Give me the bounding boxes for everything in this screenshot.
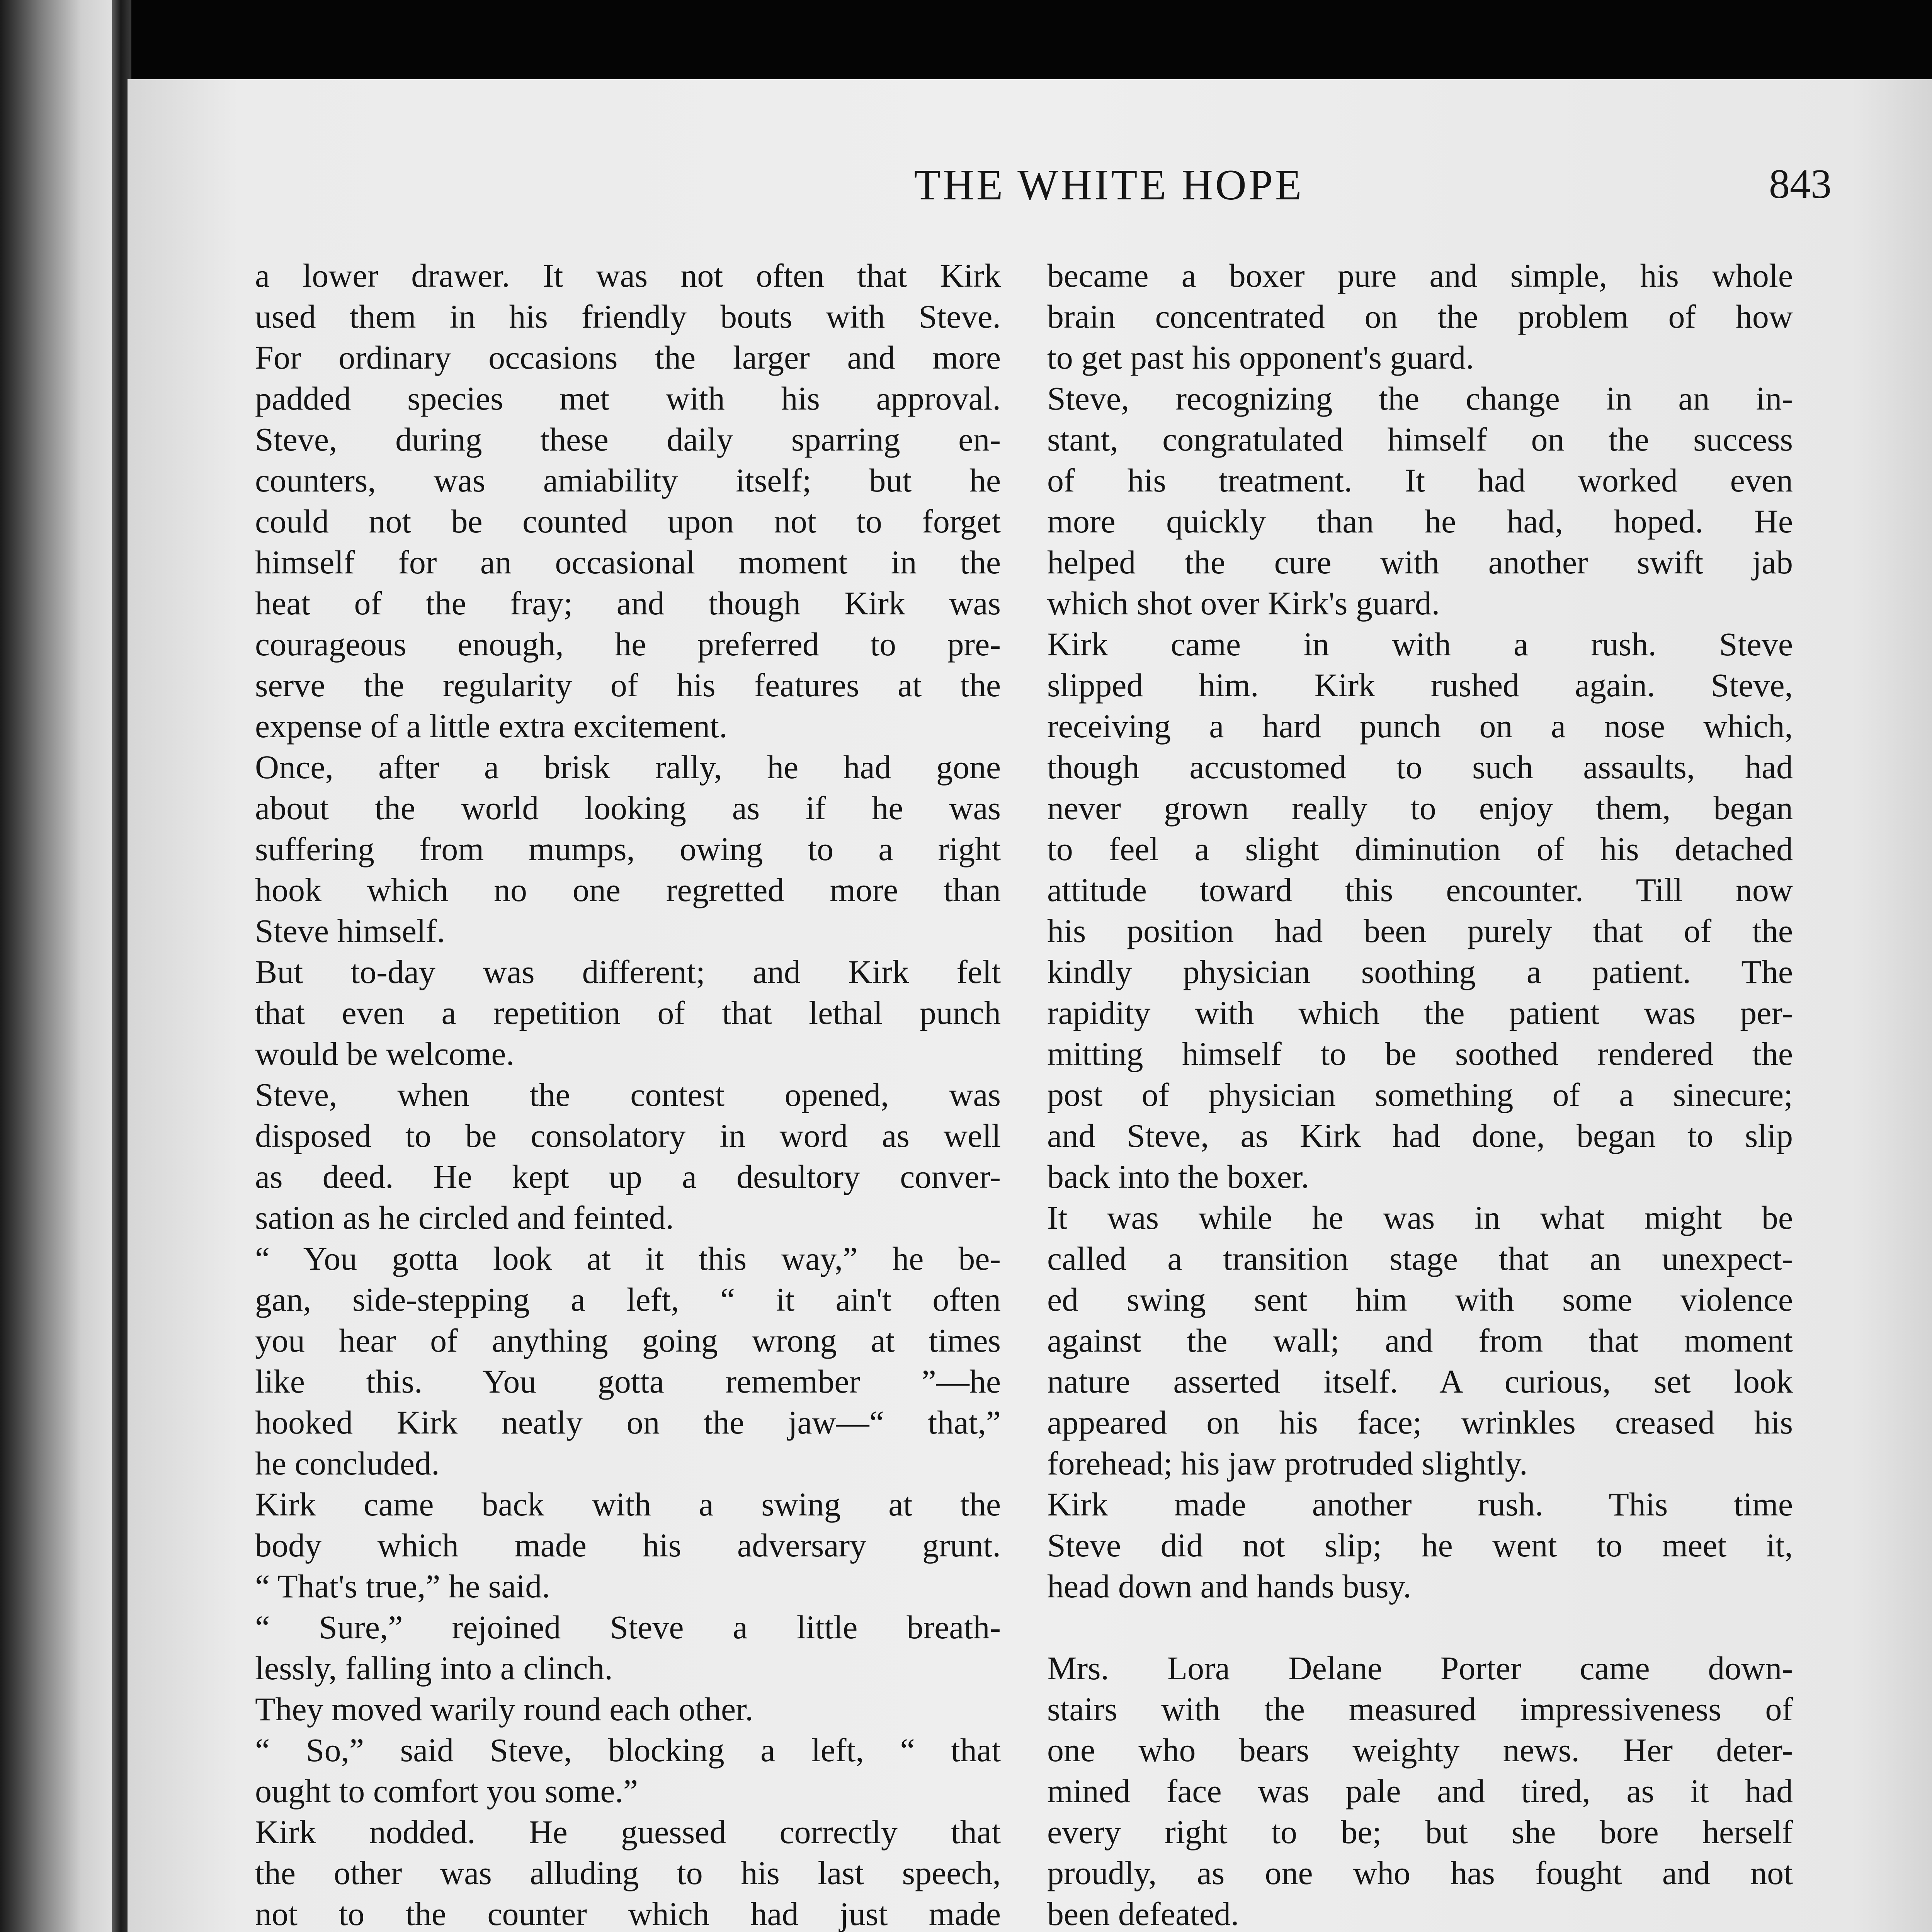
- text-line: back into the boxer.: [1047, 1158, 1310, 1195]
- text-line: rapidity with which the patient was per-: [1047, 994, 1793, 1031]
- text-line: hook which no one regretted more than: [255, 871, 1001, 908]
- text-line: about the world looking as if he was: [255, 789, 1001, 827]
- text-line: though accustomed to such assaults, had: [1047, 748, 1793, 786]
- text-line: mitting himself to be soothed rendered the: [1047, 1035, 1793, 1072]
- text-line: and Steve, as Kirk had done, began to slip: [1047, 1117, 1793, 1154]
- text-line: not to the counter which had just made: [255, 1895, 1001, 1932]
- text-line: every right to be; but she bore herself: [1047, 1813, 1793, 1850]
- text-line: receiving a hard punch on a nose which,: [1047, 707, 1793, 745]
- text-line: “ Sure,” rejoined Steve a little breath-: [255, 1609, 1001, 1646]
- text-column-left: [255, 255, 1001, 1932]
- text-line: [1047, 1607, 1793, 1648]
- text-column-right: [1047, 255, 1793, 1932]
- text-line: against the wall; and from that moment: [1047, 1322, 1793, 1359]
- page-number: 843: [1769, 161, 1832, 207]
- text-line: to get past his opponent's guard.: [1047, 339, 1474, 376]
- text-line: Steve did not slip; he went to meet it,: [1047, 1527, 1793, 1564]
- text-line: heat of the fray; and though Kirk was: [255, 585, 1001, 622]
- text-line: But to-day was different; and Kirk felt: [255, 953, 1001, 990]
- text-line: “ That's true,” he said.: [255, 1568, 550, 1605]
- text-line: as deed. He kept up a desultory conver-: [255, 1158, 1001, 1195]
- text-line: a lower drawer. It was not often that Kirk: [255, 257, 1001, 294]
- text-line: disposed to be consolatory in word as well: [255, 1117, 1001, 1154]
- text-line: stairs with the measured impressiveness of: [1047, 1690, 1793, 1728]
- text-line: mined face was pale and tired, as it had: [1047, 1772, 1793, 1810]
- text-line: ed swing sent him with some violence: [1047, 1281, 1793, 1318]
- text-line: attitude toward this encounter. Till now: [1047, 871, 1793, 908]
- text-line: forehead; his jaw protruded slightly.: [1047, 1445, 1528, 1482]
- text-line: Mrs. Lora Delane Porter came down-: [1047, 1650, 1793, 1687]
- text-line: Steve himself.: [255, 912, 446, 949]
- text-line: which shot over Kirk's guard.: [1047, 585, 1440, 622]
- text-line: proudly, as one who has fought and not: [1047, 1854, 1793, 1891]
- text-line: hooked Kirk neatly on the jaw—“ that,”: [255, 1404, 1001, 1441]
- text-line: like this. You gotta remember ”—he: [255, 1363, 1001, 1400]
- text-line: head down and hands busy.: [1047, 1568, 1412, 1605]
- text-line: lessly, falling into a clinch.: [255, 1650, 613, 1687]
- text-line: his position had been purely that of the: [1047, 912, 1793, 949]
- text-line: “ You gotta look at it this way,” he be-: [255, 1240, 1001, 1277]
- text-line: counters, was amiability itself; but he: [255, 462, 1001, 499]
- running-title: THE WHITE HOPE: [914, 161, 1304, 209]
- text-line: gan, side-stepping a left, “ it ain't often: [255, 1281, 1001, 1318]
- text-line: he concluded.: [255, 1445, 440, 1482]
- text-line: been defeated.: [1047, 1895, 1239, 1932]
- text-line: serve the regularity of his features at the: [255, 667, 1001, 704]
- text-line: Kirk came back with a swing at the: [255, 1486, 1001, 1523]
- text-line: helped the cure with another swift jab: [1047, 544, 1793, 581]
- book-page: [128, 79, 1932, 1932]
- text-line: For ordinary occasions the larger and more: [255, 339, 1001, 376]
- facing-page-spine: [0, 0, 116, 1932]
- text-line: Kirk came in with a rush. Steve: [1047, 626, 1793, 663]
- text-line: Steve, during these daily sparring en-: [255, 421, 1001, 458]
- text-line: slipped him. Kirk rushed again. Steve,: [1047, 667, 1793, 704]
- text-line: that even a repetition of that lethal punch: [255, 994, 1001, 1031]
- text-line: used them in his friendly bouts with Steve.: [255, 298, 1001, 335]
- text-line: post of physician something of a sinecure;: [1047, 1076, 1793, 1113]
- text-line: became a boxer pure and simple, his whole: [1047, 257, 1793, 294]
- text-line: appeared on his face; wrinkles creased his: [1047, 1404, 1793, 1441]
- text-line: to feel a slight diminution of his detached: [1047, 830, 1793, 867]
- text-line: sation as he circled and feinted.: [255, 1199, 674, 1236]
- text-line: stant, congratulated himself on the success: [1047, 421, 1793, 458]
- text-line: himself for an occasional moment in the: [255, 544, 1001, 581]
- text-line: Steve, when the contest opened, was: [255, 1076, 1001, 1113]
- text-line: courageous enough, he preferred to pre-: [255, 626, 1001, 663]
- text-line: you hear of anything going wrong at times: [255, 1322, 1001, 1359]
- text-line: “ So,” said Steve, blocking a left, “ that: [255, 1731, 1001, 1769]
- text-line: one who bears weighty news. Her deter-: [1047, 1731, 1793, 1769]
- text-line: Kirk made another rush. This time: [1047, 1486, 1793, 1523]
- text-line: expense of a little extra excitement.: [255, 707, 728, 745]
- text-line: suffering from mumps, owing to a right: [255, 830, 1001, 867]
- text-line: called a transition stage that an unexpect-: [1047, 1240, 1793, 1277]
- text-line: more quickly than he had, hoped. He: [1047, 503, 1793, 540]
- text-line: would be welcome.: [255, 1035, 515, 1072]
- text-line: Steve, recognizing the change in an in-: [1047, 380, 1793, 417]
- text-line: Kirk nodded. He guessed correctly that: [255, 1813, 1001, 1850]
- text-line: Once, after a brisk rally, he had gone: [255, 748, 1001, 786]
- text-line: kindly physician soothing a patient. The: [1047, 953, 1793, 990]
- text-line: the other was alluding to his last speech,: [255, 1854, 1001, 1891]
- text-line: ought to comfort you some.”: [255, 1772, 638, 1810]
- text-line: brain concentrated on the problem of how: [1047, 298, 1793, 335]
- text-line: They moved warily round each other.: [255, 1690, 753, 1728]
- text-line: of his treatment. It had worked even: [1047, 462, 1793, 499]
- text-line: It was while he was in what might be: [1047, 1199, 1793, 1236]
- text-line: never grown really to enjoy them, began: [1047, 789, 1793, 827]
- text-line: nature asserted itself. A curious, set look: [1047, 1363, 1793, 1400]
- text-line: body which made his adversary grunt.: [255, 1527, 1001, 1564]
- text-line: padded species met with his approval.: [255, 380, 1001, 417]
- text-line: could not be counted upon not to forget: [255, 503, 1001, 540]
